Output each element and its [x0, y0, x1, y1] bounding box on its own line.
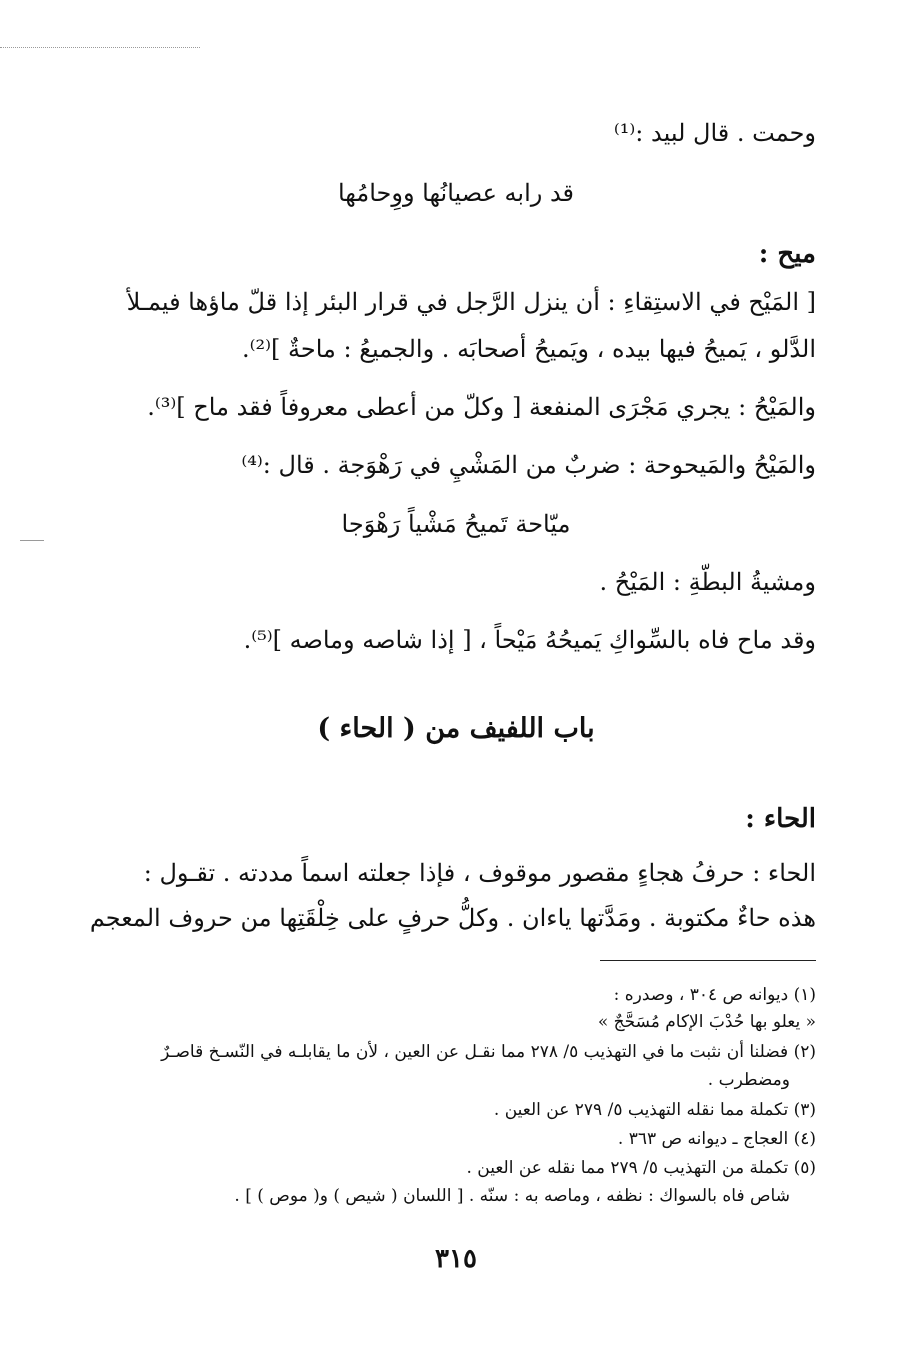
mayh-line-1: [ المَيْح في الاستِقاءِ : أن ينزل الرَّجل في قرار البئر إذا قلّ ماؤها فيمـلأ — [126, 288, 816, 316]
scan-artifact-top — [0, 47, 200, 48]
mayh-line-3: والمَيْحُ : يجري مَجْرَى المنفعة [ وكلّ من أعطى معروفاً فقد ماح ]⁽³⁾. — [147, 393, 816, 421]
mayh-line-6: ومشيةُ البطّةِ : المَيْحُ . — [599, 568, 816, 596]
page-number: ٣١٥ — [435, 1244, 477, 1274]
entry-heading-ha: الحاء : — [745, 804, 816, 834]
footnote-1: (١) ديوانه ص ٣٠٤ ، وصدره : — [613, 985, 816, 1005]
mayh-verse: ميّاحة تَميحُ مَشْياً رَهْوَجا — [341, 510, 571, 538]
wahm-verse: قد رابه عصيانُها ووِحامُها — [337, 179, 575, 207]
footnote-5-cont: شاص فاه بالسواك : نظفه ، وماصه به : سنّه . [ اللسان ( شيص ) و( موص ) ] . — [234, 1186, 790, 1206]
ha-line-2: هذه حاءٌ مكتوبة . ومَدَّتها ياءان . وكلُّ حرفٍ على خِلْقَتِها من حروف المعجم — [89, 904, 816, 932]
mayh-line-4: والمَيْحُ والمَيحوحة : ضربٌ من المَشْيِ في رَهْوَجة . قال :⁽⁴⁾ — [241, 451, 816, 479]
wahm-line-1: وحمت . قال لبيد :⁽¹⁾ — [613, 119, 816, 147]
footnote-divider — [600, 960, 816, 961]
footnote-4: (٤) العجاج ـ ديوانه ص ٣٦٣ . — [617, 1129, 816, 1149]
ha-line-1: الحاء : حرفُ هجاءٍ مقصور موقوف ، فإذا جعلته اسماً مددته . تقـول : — [143, 859, 816, 887]
scan-artifact-left — [20, 540, 44, 541]
footnote-2: (٢) فضلنا أن نثبت ما في التهذيب ٥/ ٢٧٨ مما نقـل عن العين ، لأن ما يقابلـه في النّسـخ قاصـرٌ — [161, 1042, 816, 1062]
entry-heading-mayh: ميح : — [758, 239, 816, 269]
mayh-line-2: الدَّلو ، يَميحُ فيها بيده ، ويَميحُ أصحابَه . والجميعُ : ماحةٌ ]⁽²⁾. — [241, 335, 816, 363]
footnote-1-verse: « يعلو بها حُدْبَ الإكام مُسَحَّجٌ » — [597, 1012, 816, 1032]
chapter-title: باب اللفيف من ( الحاء ) — [317, 713, 595, 744]
footnote-3: (٣) تكملة مما نقله التهذيب ٥/ ٢٧٩ عن العين . — [493, 1100, 816, 1120]
mayh-line-7: وقد ماح فاه بالسِّواكِ يَميحُهُ مَيْحاً ، [ إذا شاصه وماصه ]⁽⁵⁾. — [243, 626, 816, 654]
footnote-2-cont: ومضطرب . — [707, 1070, 790, 1090]
footnote-5: (٥) تكملة من التهذيب ٥/ ٢٧٩ مما نقله عن العين . — [466, 1158, 816, 1178]
